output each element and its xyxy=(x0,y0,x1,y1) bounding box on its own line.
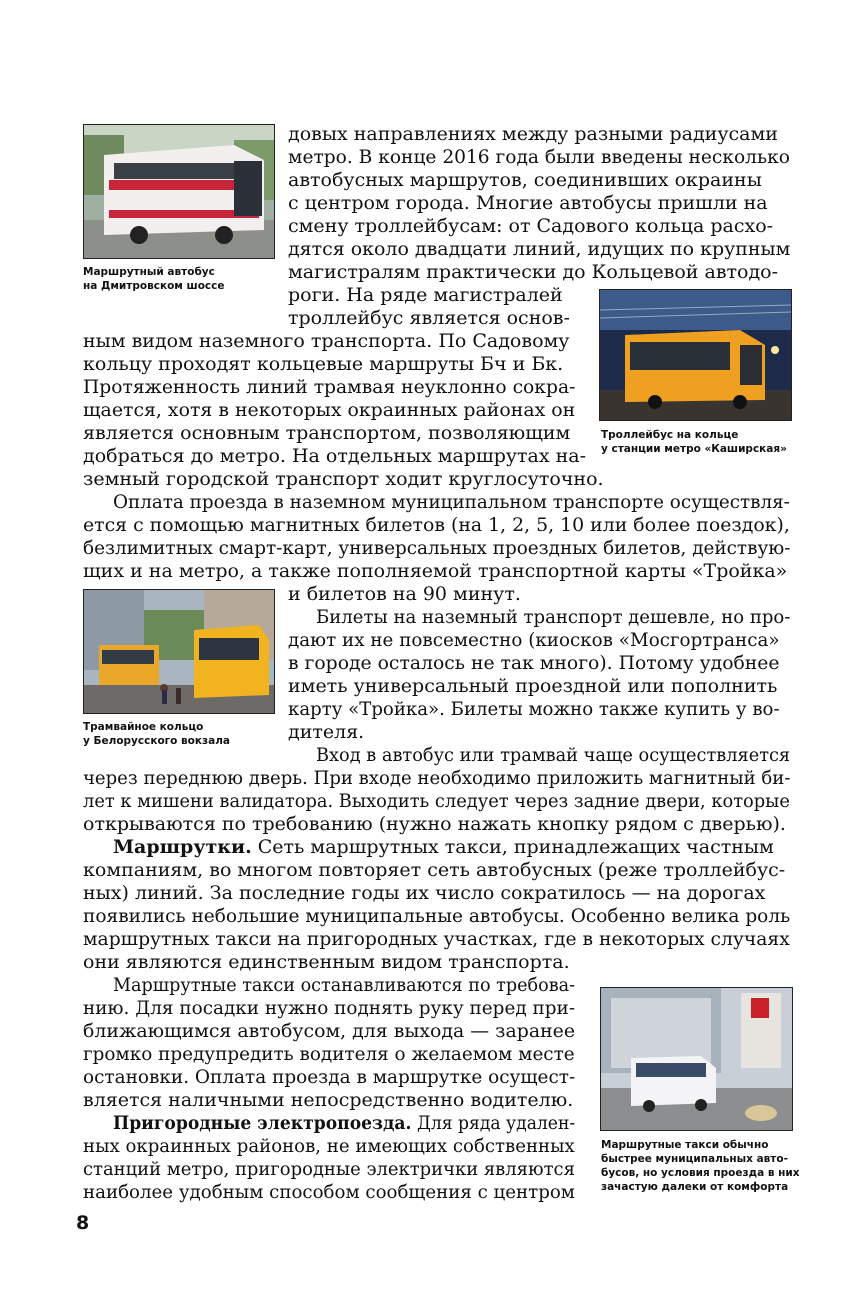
text-line: они являются единственным видом транспорта. xyxy=(83,951,570,973)
text-line: щается, хотя в некоторых окраинных районах он xyxy=(83,399,576,421)
route-taxi-photo xyxy=(600,987,793,1131)
text-line: компаниям, во многом повторяет сеть автобусных (реже троллейбус- xyxy=(83,859,786,881)
section-heading-prigorodnye: Пригородные электропоезда. xyxy=(113,1112,412,1134)
text-line: ным видом наземного транспорта. По Садовому xyxy=(83,330,570,352)
text-line: иметь универсальный проездной или пополнить xyxy=(288,675,778,697)
trolleybus-photo xyxy=(599,289,792,421)
text-line: станций метро, пригородные электрички являются xyxy=(83,1158,575,1180)
text-line: безлимитных смарт-карт, универсальных проездных билетов, действую- xyxy=(83,537,791,559)
text-line: является основным транспортом, позволяющим xyxy=(83,422,571,444)
text-line: ных окраинных районов, не имеющих собственных xyxy=(83,1135,575,1157)
route-taxi-photo-caption: Маршрутные такси обычно быстрее муниципальных авто- бусов, но условия проезда в них зачастую далеки от комфорта xyxy=(601,1139,800,1193)
text-line: Пригородные электропоезда. Для ряда удален- xyxy=(113,1112,576,1134)
text-line: дителя. xyxy=(288,721,365,743)
text-line: нию. Для посадки нужно поднять руку перед при- xyxy=(83,997,576,1019)
text-line: и билетов на 90 минут. xyxy=(288,583,521,605)
text-line: Маршрутки. Сеть маршрутных такси, принадлежащих частным xyxy=(113,836,774,858)
text-line: довых направлениях между разными радиусами xyxy=(288,123,778,145)
text-line: наиболее удобным способом сообщения с центром xyxy=(83,1181,575,1203)
text-line: ется с помощью магнитных билетов (на 1, 2, 5, 10 или более поездок), xyxy=(83,514,790,536)
text-line: появились небольшие муниципальные автобусы. Особенно велика роль xyxy=(83,905,791,927)
trolleybus-photo-caption: Троллейбус на кольце у станции метро «Каширская» xyxy=(601,429,787,455)
text-line: остановки. Оплата проезда в маршрутке осущест- xyxy=(83,1066,576,1088)
text-line: земный городской транспорт ходит круглосуточно. xyxy=(83,468,604,490)
text-line: вляется наличными непосредственно водителю. xyxy=(83,1089,574,1111)
text-line: через переднюю дверь. При входе необходимо приложить магнитный би- xyxy=(83,767,791,789)
text-line: дятся около двадцати линий, идущих по крупным xyxy=(288,238,791,260)
text-line: ближающимся автобусом, для выхода — заранее xyxy=(83,1020,576,1042)
text-line: кольцу проходят кольцевые маршруты Бч и Бк. xyxy=(83,353,564,375)
text-line: Оплата проезда в наземном муниципальном транспорте осуществля- xyxy=(113,491,790,513)
text-line: открываются по требованию (нужно нажать кнопку рядом с дверью). xyxy=(83,813,786,835)
text-line: громко предупредить водителя о желаемом месте xyxy=(83,1043,575,1065)
text-line: в городе осталось не так много). Потому удобнее xyxy=(288,652,780,674)
text-line: Билеты на наземный транспорт дешевле, но про- xyxy=(316,606,791,628)
page-number: 8 xyxy=(76,1212,90,1234)
text-line: автобусных маршрутов, соединивших окраины xyxy=(288,169,762,191)
text-line: щих и на метро, а также пополняемой транспортной карты «Тройка» xyxy=(83,560,788,582)
text-line: роги. На ряде магистралей xyxy=(288,284,563,306)
section-heading-marshrutki: Маршрутки. xyxy=(113,836,252,858)
text-line: магистралям практически до Кольцевой автодо- xyxy=(288,261,779,283)
text-line: смену троллейбусам: от Садового кольца расхо- xyxy=(288,215,774,237)
text-line: добраться до метро. На отдельных маршрутах на- xyxy=(83,445,587,467)
text-line: карту «Тройка». Билеты можно также купить у во- xyxy=(288,698,780,720)
bus-photo-caption: Маршрутный автобус на Дмитровском шоссе xyxy=(83,266,225,292)
text-line: Протяженность линий трамвая неуклонно сокра- xyxy=(83,376,576,398)
bus-photo xyxy=(83,124,275,259)
text-line: метро. В конце 2016 года были введены несколько xyxy=(288,146,790,168)
text-line: Вход в автобус или трамвай чаще осуществляется xyxy=(316,744,791,766)
text-line: ных) линий. За последние годы их число сократилось — на дорогах xyxy=(83,882,766,904)
text-line: Маршрутные такси останавливаются по требова- xyxy=(113,974,576,996)
text-line: дают их не повсеместно (киосков «Мосгортранса» xyxy=(288,629,780,651)
text-line: с центром города. Многие автобусы пришли на xyxy=(288,192,768,214)
text-line: троллейбус является основ- xyxy=(288,307,570,329)
text-line: лет к мишени валидатора. Выходить следует через задние двери, которые xyxy=(83,790,790,812)
tram-photo-caption: Трамвайное кольцо у Белорусского вокзала xyxy=(83,721,230,747)
text-line: маршрутных такси на пригородных участках, где в некоторых случаях xyxy=(83,928,790,950)
tram-photo xyxy=(83,589,275,714)
